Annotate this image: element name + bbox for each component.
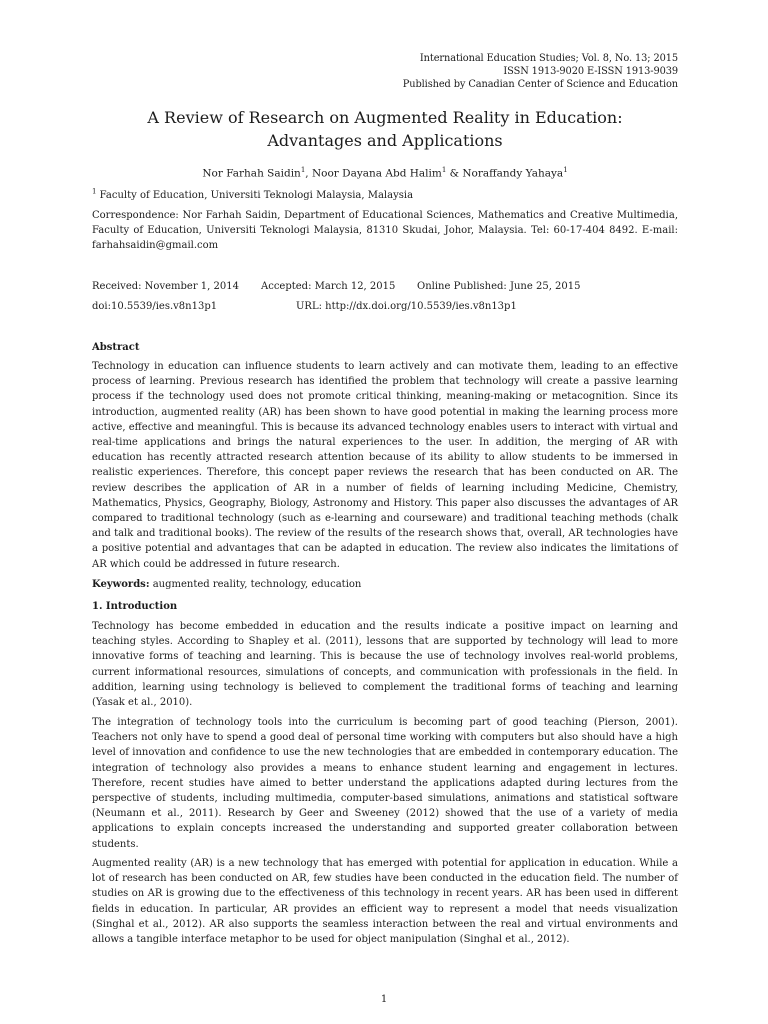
author-list [92,166,678,180]
url: URL: http://dx.doi.org/10.5539/ies.v8n13p1 [296,301,517,312]
received-date: Received: November 1, 2014 [92,281,239,292]
paper-title [92,106,678,152]
affiliation-text: Faculty of Education, Universiti Teknologi Malaysia, Malaysia [96,190,414,201]
author-3-affiliation-mark: 1 [563,166,568,174]
abstract-heading: Abstract [92,342,140,353]
abstract-text: Technology in education can influence students to learn actively and can motivate them, leading to an effective process of learning. Previous research has identified the problem that technology will create a passive learning process if the technology used does not promote critical thinking, meaning-making or metacognition. Since its introduction, augmented reality (AR) has been shown to have good potential in making the learning process more active, effective and meaningful. This is because its advanced technology enables users to interact with virtual and real-time applications and brings the natural experiences to the user. In addition, the merging of AR with education has recently attracted research attention because of its ability to allow students to be immersed in realistic experiences. Therefore, this concept paper reviews the research that has been conducted on AR. The review describes the application of AR in a number of fields of learning including Medicine, Chemistry, Mathematics, Physics, Geography, Biology, Astronomy and History. This paper also discusses the advantages of AR compared to traditional technology (such as e-learning and courseware) and traditional teaching methods (chalk and talk and traditional books). The review of the results of the research shows that, overall, AR technologies have a positive potential and advantages that can be adapted in education. The review also indicates the limitations of AR which could be addressed in future research. [92,361,678,570]
keywords-label: Keywords: [92,579,150,590]
intro-paragraph-2: The integration of technology tools into the curriculum is becoming part of good teaching (Pierson, 2001). Teachers not only have to spend a good deal of personal time working with computers but also should have a high level of innovation and confidence to use the new technologies that are embedded in contemporary education. The integration of technology also provides a means to enhance student learning and engagement in lectures. Therefore, recent studies have aimed to better understand the applications adapted during lectures from the perspective of students, including multimedia, computer-based simulations, animations and statistical software (Neumann et al., 2011). Research by Geer and Sweeney (2012) showed that the use of a variety of media applications to explain concepts increased the understanding and supported greater collaboration between students. [92,717,678,850]
online-published-date: Online Published: June 25, 2015 [417,281,581,292]
author-2: , Noor Dayana Abd Halim [305,167,442,180]
publisher-line: Published by Canadian Center of Science and Education [402,79,678,90]
keywords [92,577,678,592]
author-1-affiliation-mark: 1 [300,166,306,174]
intro-paragraph-3: Augmented reality (AR) is a new technology that has emerged with potential for application in education. While a lot of research has been conducted on AR, few studies have been conducted in the education field. The number of studies on AR is growing due to the effectiveness of this technology in recent years. AR has been used in different fields in education. In particular, AR provides an efficient way to represent a model that needs visualization (Singhal et al., 2012). AR also supports the seamless interaction between the real and virtual environments and allows a tangible interface metaphor to be used for object manipulation (Singhal et al., 2012). [92,858,678,946]
author-1: Nor Farhah Saidin [202,167,301,180]
doi: doi:10.5539/ies.v8n13p1 [92,301,218,312]
intro-paragraph-1: Technology has become embedded in education and the results indicate a positive impact on learning and teaching styles. According to Shapley et al. (2011), lessons that are supported by technology will lead to more innovative forms of teaching and learning. This is because the use of technology involves real-world problems, current informational resources, simulations of concepts, and communication with professionals in the field. In addition, learning using technology is believed to complement the traditional forms of teaching and learning (Yasak et al., 2010). [92,621,678,709]
title-line-2: Advantages and Applications [267,131,503,150]
journal-citation: International Education Studies; Vol. 8, No. 13; 2015 [419,53,678,64]
title-line-1: A Review of Research on Augmented Reality in Education: [147,108,623,127]
author-2-affiliation-mark: 1 [441,166,447,174]
page-number: 1 [380,994,388,1005]
affiliation-mark: 1 [92,187,97,196]
issn-line: ISSN 1913-9020 E-ISSN 1913-9039 [503,66,678,77]
journal-header [403,52,678,91]
author-3: & Noraffandy Yahaya [446,167,564,180]
affiliation [92,188,678,203]
keywords-text: augmented reality, technology, education [149,579,362,590]
section-heading-introduction: 1. Introduction [92,601,178,612]
correspondence: Correspondence: Nor Farhah Saidin, Department of Educational Sciences, Mathematics and Creative Multimedia, Faculty of Education, Universiti Teknologi Malaysia, 81310 Skudai, Johor, Malaysia. Tel: 60-17-404 8492. E-mail: farhahsaidin@gmail.com [92,210,678,252]
accepted-date: Accepted: March 12, 2015 [261,281,396,292]
